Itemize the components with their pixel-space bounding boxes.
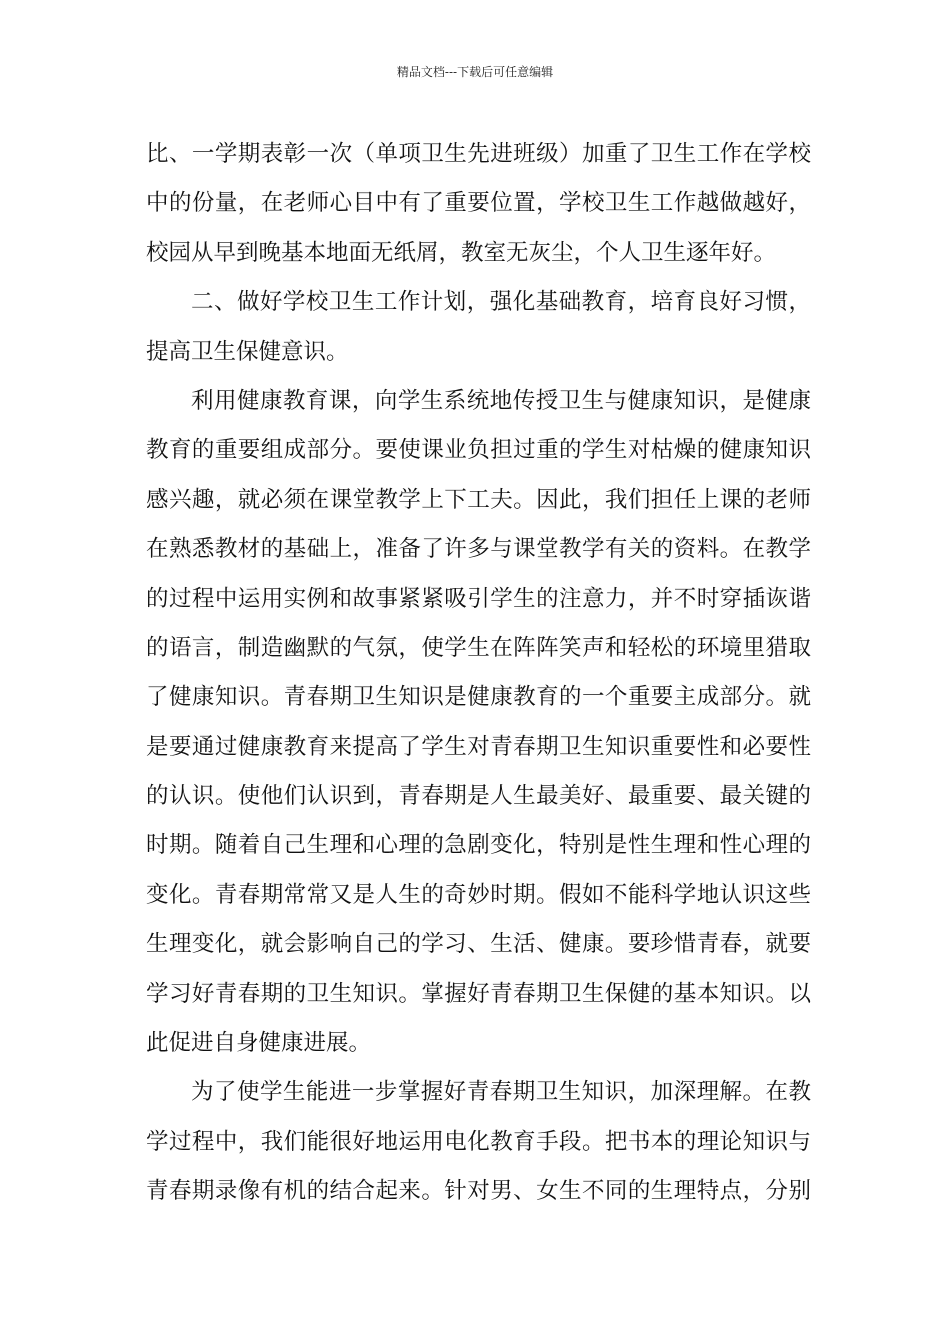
text-line: 比、一学期表彰一次（单项卫生先进班级）加重了卫生工作在学校	[146, 141, 811, 167]
page-header: 精品文档---下载后可任意编辑	[396, 65, 554, 79]
text-line: 变化。青春期常常又是人生的奇妙时期。假如不能科学地认识这些	[146, 881, 811, 908]
text-line: 学习好青春期的卫生知识。掌握好青春期卫生保健的基本知识。以	[146, 980, 811, 1007]
text-line: 为了使学生能进一步掌握好青春期卫生知识，加深理解。在教	[191, 1079, 811, 1106]
paragraph	[146, 1068, 811, 1216]
text-line: 生理变化，就会影响自己的学习、生活、健康。要珍惜青春，就要	[146, 931, 811, 958]
text-line: 了健康知识。青春期卫生知识是健康教育的一个重要主成部分。就	[146, 684, 811, 711]
text-line: 感兴趣，就必须在课堂教学上下工夫。因此，我们担任上课的老师	[146, 486, 811, 513]
text-line: 的语言，制造幽默的气氛，使学生在阵阵笑声和轻松的环境里猎取	[146, 634, 811, 661]
text-line: 学过程中，我们能很好地运用电化教育手段。把书本的理论知识与	[146, 1128, 811, 1155]
text-line: 的认识。使他们认识到，青春期是人生最美好、最重要、最关键的	[146, 783, 811, 810]
text-line: 青春期录像有机的结合起来。针对男、女生不同的生理特点，分别	[146, 1178, 811, 1205]
paragraph	[146, 278, 811, 377]
paragraph	[146, 130, 811, 278]
paragraph	[146, 377, 811, 1068]
text-line: 教育的重要组成部分。要使课业负担过重的学生对枯燥的健康知识	[146, 437, 811, 464]
text-line: 提高卫生保健意识。	[146, 338, 349, 365]
text-line: 利用健康教育课，向学生系统地传授卫生与健康知识，是健康	[191, 387, 811, 414]
text-line: 二、做好学校卫生工作计划，强化基础教育，培育良好习惯，	[191, 289, 811, 316]
text-line: 是要通过健康教育来提高了学生对青春期卫生知识重要性和必要性	[146, 733, 811, 760]
text-line: 时期。随着自己生理和心理的急剧变化，特别是性生理和性心理的	[146, 832, 811, 859]
document-body	[146, 130, 811, 1217]
text-line: 校园从早到晚基本地面无纸屑，教室无灰尘，个人卫生逐年好。	[146, 239, 777, 266]
text-line: 的过程中运用实例和故事紧紧吸引学生的注意力，并不时穿插诙谐	[146, 585, 811, 612]
text-line: 在熟悉教材的基础上，准备了许多与课堂教学有关的资料。在教学	[146, 536, 811, 563]
text-line: 此促进自身健康进展。	[146, 1030, 372, 1057]
text-line: 中的份量，在老师心目中有了重要位置，学校卫生工作越做越好，	[146, 190, 811, 217]
